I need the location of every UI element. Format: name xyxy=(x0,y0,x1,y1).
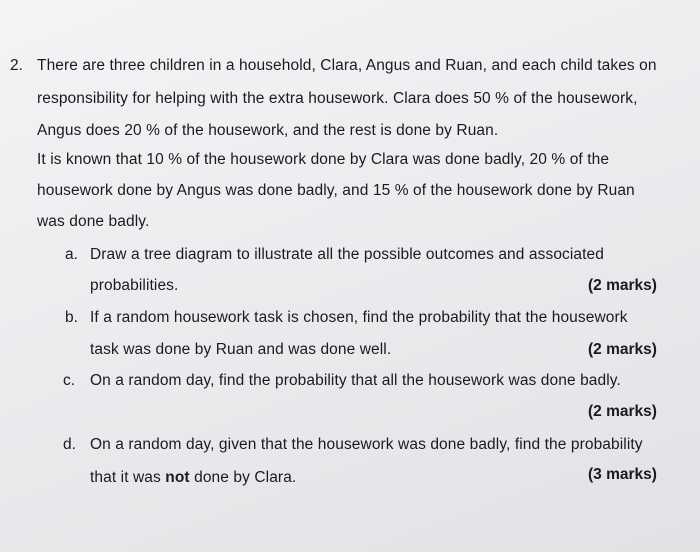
part-d-line-2-bold: not xyxy=(165,469,190,486)
part-d-line-2-pre: that it was xyxy=(90,469,166,486)
part-a-letter: a. xyxy=(65,246,78,263)
part-d-letter: d. xyxy=(63,436,76,453)
part-b-marks: (2 marks) xyxy=(588,341,657,358)
intro-line-2: responsibility for helping with the extra housework. Clara does 50 % of the housework, xyxy=(37,90,638,107)
part-a-line-1: Draw a tree diagram to illustrate all the possible outcomes and associated xyxy=(90,246,604,263)
part-b-line-1: If a random housework task is chosen, find the probability that the housework xyxy=(90,309,628,326)
part-c-line-1: On a random day, find the probability that all the housework was done badly. xyxy=(90,372,621,389)
question-number: 2. xyxy=(10,57,23,74)
part-c-marks: (2 marks) xyxy=(588,403,657,420)
part-b-line-2: task was done by Ruan and was done well. xyxy=(90,341,392,358)
part-d-line-2-post: done by Clara. xyxy=(189,469,297,486)
intro-line-1: There are three children in a household, Clara, Angus and Ruan, and each child takes on xyxy=(37,57,657,74)
intro-line-5: housework done by Angus was done badly, and 15 % of the housework done by Ruan xyxy=(37,182,635,199)
part-d-line-2 xyxy=(90,469,296,487)
intro-line-6: was done badly. xyxy=(37,213,150,230)
intro-line-3: Angus does 20 % of the housework, and the rest is done by Ruan. xyxy=(37,122,499,139)
part-d-marks: (3 marks) xyxy=(588,466,657,483)
part-a-marks: (2 marks) xyxy=(588,277,657,294)
part-c-letter: c. xyxy=(63,372,76,389)
part-d-line-1: On a random day, given that the housework was done badly, find the probability xyxy=(90,436,643,453)
part-b-letter: b. xyxy=(65,309,78,326)
intro-line-4: It is known that 10 % of the housework done by Clara was done badly, 20 % of the xyxy=(37,151,610,168)
part-a-line-2: probabilities. xyxy=(90,277,179,294)
